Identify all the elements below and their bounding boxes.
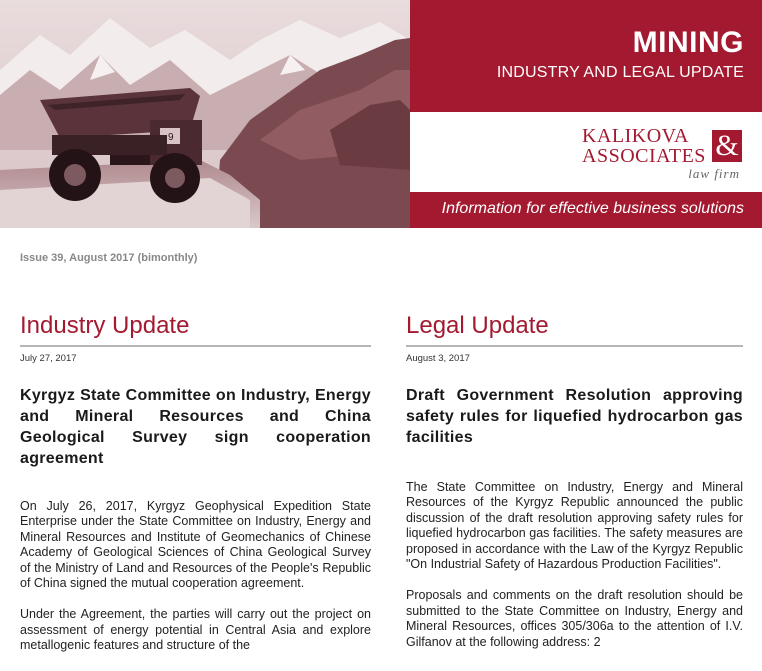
article-headline: Kyrgyz State Committee on Industry, Energy and Mineral Resources and China Geological Survey sign cooperation agreement	[20, 387, 371, 467]
article-paragraph: Under the Agreement, the parties will carry out the project on assessment of energy potential in Central Asia and explore metallogenic features and structure of the	[20, 607, 371, 653]
legal-update-column	[406, 312, 743, 650]
industry-update-column	[20, 312, 371, 654]
tagline-panel	[410, 192, 762, 228]
tagline: Information for effective business solutions	[441, 200, 744, 217]
firm-logo	[410, 112, 762, 192]
newsletter-banner	[0, 0, 762, 228]
mining-truck-photo	[0, 0, 410, 228]
section-title-legal: Legal Update	[406, 312, 743, 347]
newsletter-title: MINING	[632, 26, 744, 59]
section-title-industry: Industry Update	[20, 312, 371, 347]
title-panel	[410, 0, 762, 112]
article-date: August 3, 2017	[406, 353, 470, 364]
issue-info: Issue 39, August 2017 (bimonthly)	[20, 252, 198, 264]
logo-wordmark: KALIKOVA ASSOCIATES	[582, 125, 706, 167]
article-date: July 27, 2017	[20, 353, 77, 364]
newsletter-subtitle: INDUSTRY AND LEGAL UPDATE	[496, 64, 744, 81]
article-headline: Draft Government Resolution approving safety rules for liquefied hydrocarbon gas facilities	[406, 387, 743, 446]
article-paragraph: The State Committee on Industry, Energy and Mineral Resources of the Kyrgyz Republic announced the public discussion of the draft resolution approving safety rules for liquefied hydrocarbon gas facilities. The safety measures are proposed in accordance with the Law of the Kyrgyz Republic "On Industrial Safety of Hazardous Production Facilities".	[406, 480, 743, 572]
logo-subtitle: law firm	[688, 166, 740, 181]
article-paragraph: Proposals and comments on the draft resolution should be submitted to the State Committee on Industry, Energy and Mineral Resources, offices 305/306a to the attention of I.V. Gilfanov at the following address: 2	[406, 588, 743, 649]
svg-text:9: 9	[168, 132, 174, 143]
article-paragraph: On July 26, 2017, Kyrgyz Geophysical Expedition State Enterprise under the State Committee on Industry, Energy and Mineral Resources and Institute of Geomechanics of Chinese Academy of Geological Sciences of China Geological Survey of the Ministry of Land and Resources of the People's Republic of China signed the mutual cooperation agreement.	[20, 499, 371, 591]
logo-ampersand: &	[712, 130, 742, 162]
